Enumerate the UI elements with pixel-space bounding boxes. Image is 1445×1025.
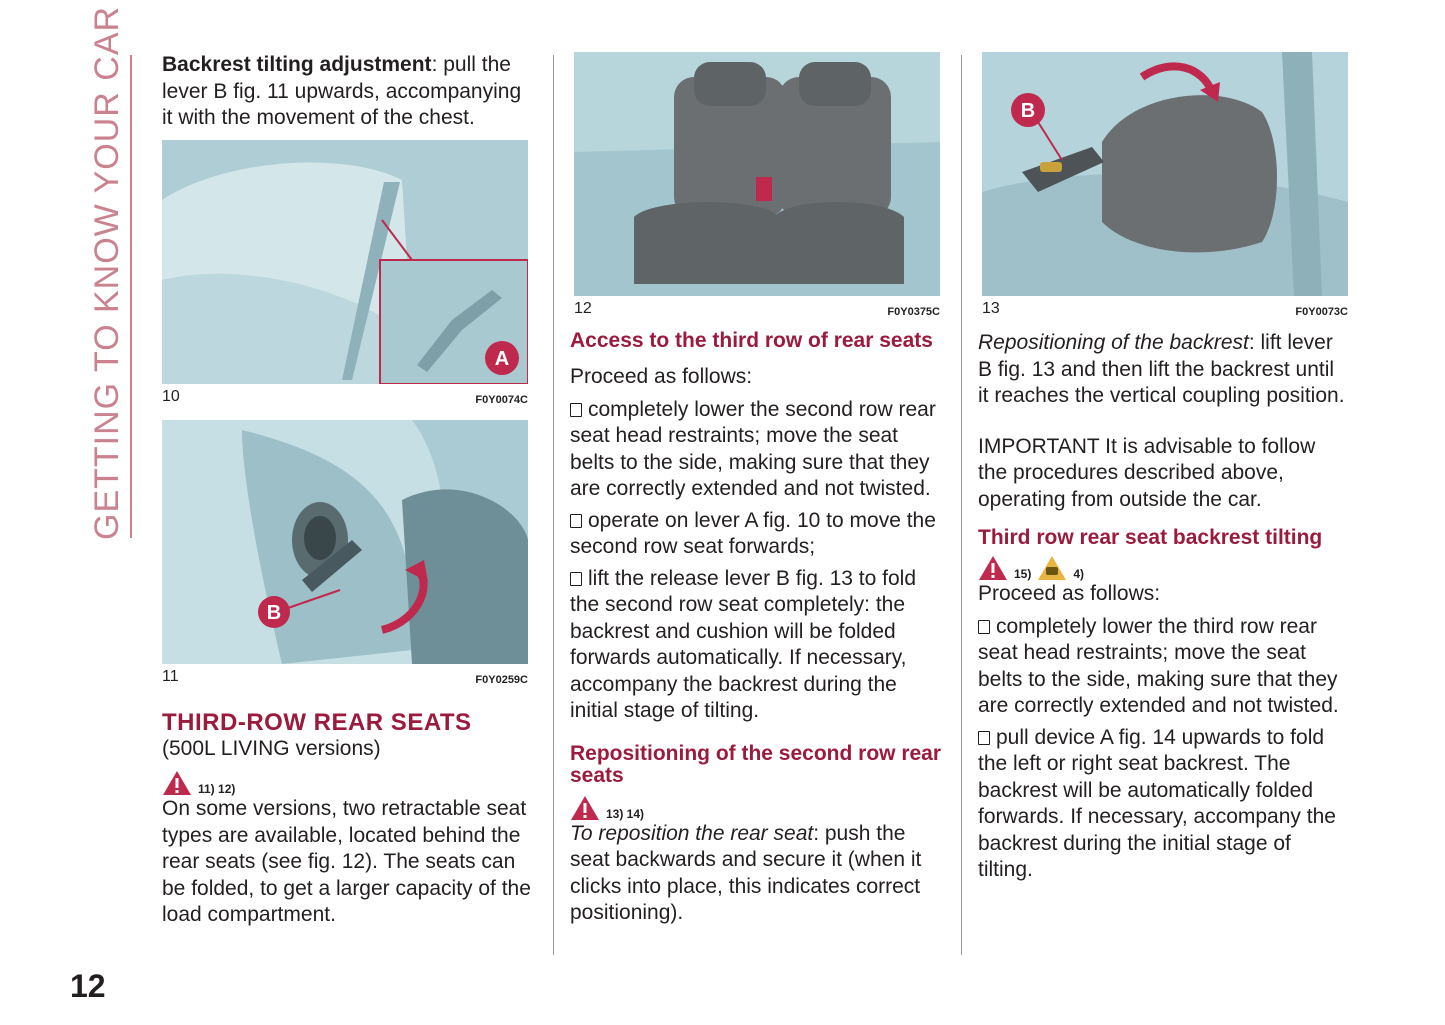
warning-refs <box>162 768 532 796</box>
warning-ref-text: 11) 12) <box>198 782 236 796</box>
section-title: THIRD-ROW REAR SEATS <box>162 708 472 736</box>
figure-code: F0Y0074C <box>475 393 528 406</box>
proceed-text: Proceed as follows: <box>570 365 753 388</box>
figure-12-illustration <box>574 52 940 296</box>
column-divider <box>553 55 554 955</box>
section-subtitle: (500L LIVING versions) <box>162 736 381 760</box>
figure-number: 11 <box>162 667 179 685</box>
bullet-item: lift the release lever B fig. 13 to fold the second row seat completely: the backrest and cushion will be folded forwards automatically. If necessary, accompany the backrest during the initial stage of tilting. <box>570 566 917 722</box>
figure-12 <box>574 52 940 296</box>
figure-11 <box>162 420 528 664</box>
warning-icon <box>978 555 1008 581</box>
figure-code: F0Y0073C <box>1295 306 1348 318</box>
third-row-paragraph: On some versions, two retractable seat types are available, located behind the rear seats (see fig. 12). The seats can be folded, to get a larger capacity of the load compartment. <box>162 797 531 926</box>
bullet-item: pull device A fig. 14 upwards to fold the left or right seat backrest. The backrest will be automatically folded forwards. If necessary, accompany the backrest during the initial stage of tilting. <box>978 725 1336 881</box>
reposition-title: Repositioning of the second row rear seats <box>570 741 942 787</box>
figure-code: F0Y0259C <box>475 673 528 686</box>
figure-number: 12 <box>574 300 592 317</box>
column-1 <box>162 52 532 929</box>
column-divider <box>961 55 962 955</box>
figure-13-illustration <box>982 52 1348 296</box>
figure-10 <box>162 140 528 384</box>
page-number: 12 <box>70 968 106 1004</box>
callout-b: B <box>1020 100 1036 122</box>
figure-code: F0Y0375C <box>887 306 940 318</box>
checkbox-bullet-icon <box>978 731 990 745</box>
figure-11-illustration <box>162 420 528 664</box>
figure-11-caption <box>162 668 528 686</box>
warning-refs <box>570 793 944 821</box>
warning-icon <box>162 770 192 796</box>
callout-b: B <box>266 601 282 624</box>
checkbox-bullet-icon <box>570 403 582 417</box>
figure-12-caption <box>574 300 940 318</box>
side-section-title: GETTING TO KNOW YOUR CAR <box>88 5 126 540</box>
reposition-backrest-paragraph: Repositioning of the backrest: lift lever B fig. 13 and then lift the backrest until it reaches the vertical coupling position. <box>978 331 1345 407</box>
bullet-item: operate on lever A fig. 10 to move the second row seat forwards; <box>570 508 936 558</box>
figure-10-illustration <box>162 140 528 384</box>
bullet-item: completely lower the second row rear seat head restraints; move the seat belts to the side, making sure that they are correctly extended and not twisted. <box>570 397 936 500</box>
callout-a: A <box>494 347 510 370</box>
checkbox-bullet-icon <box>570 514 582 528</box>
checkbox-bullet-icon <box>570 572 582 586</box>
proceed-text: Proceed as follows: <box>978 582 1161 605</box>
backrest-text: : pull the lever B fig. 11 upwards, accompanying it with the movement of the chest. <box>162 53 522 129</box>
column-3 <box>978 52 1350 884</box>
bullet-item: completely lower the third row rear seat head restraints; move the seat belts to the side, making sure that they are correctly extended and not twisted. <box>978 614 1339 717</box>
tilting-title: Third row rear seat backrest tilting <box>978 526 1323 549</box>
figure-number: 13 <box>982 300 1000 317</box>
caution-icon <box>1037 555 1067 581</box>
figure-10-caption <box>162 388 528 406</box>
warning-ref-text: 4) <box>1073 567 1085 581</box>
figure-13-caption <box>982 300 1348 318</box>
warning-ref-text: 13) 14) <box>606 806 645 821</box>
warning-refs <box>978 553 1350 581</box>
side-divider <box>130 55 132 538</box>
access-title: Access to the third row of rear seats <box>570 329 933 352</box>
figure-number: 10 <box>162 387 180 405</box>
figure-13 <box>982 52 1348 296</box>
important-paragraph: IMPORTANT It is advisable to follow the procedures described above, operating from outside the car. <box>978 434 1316 511</box>
reposition-paragraph: To reposition the rear seat: push the seat backwards and secure it (when it clicks into place, this indicates correct positioning). <box>570 821 922 924</box>
warning-ref-text: 15) <box>1014 567 1032 581</box>
checkbox-bullet-icon <box>978 620 990 634</box>
backrest-label: Backrest tilting adjustment <box>162 53 432 76</box>
backrest-paragraph <box>162 52 532 132</box>
column-2 <box>570 52 944 927</box>
warning-icon <box>570 795 600 821</box>
